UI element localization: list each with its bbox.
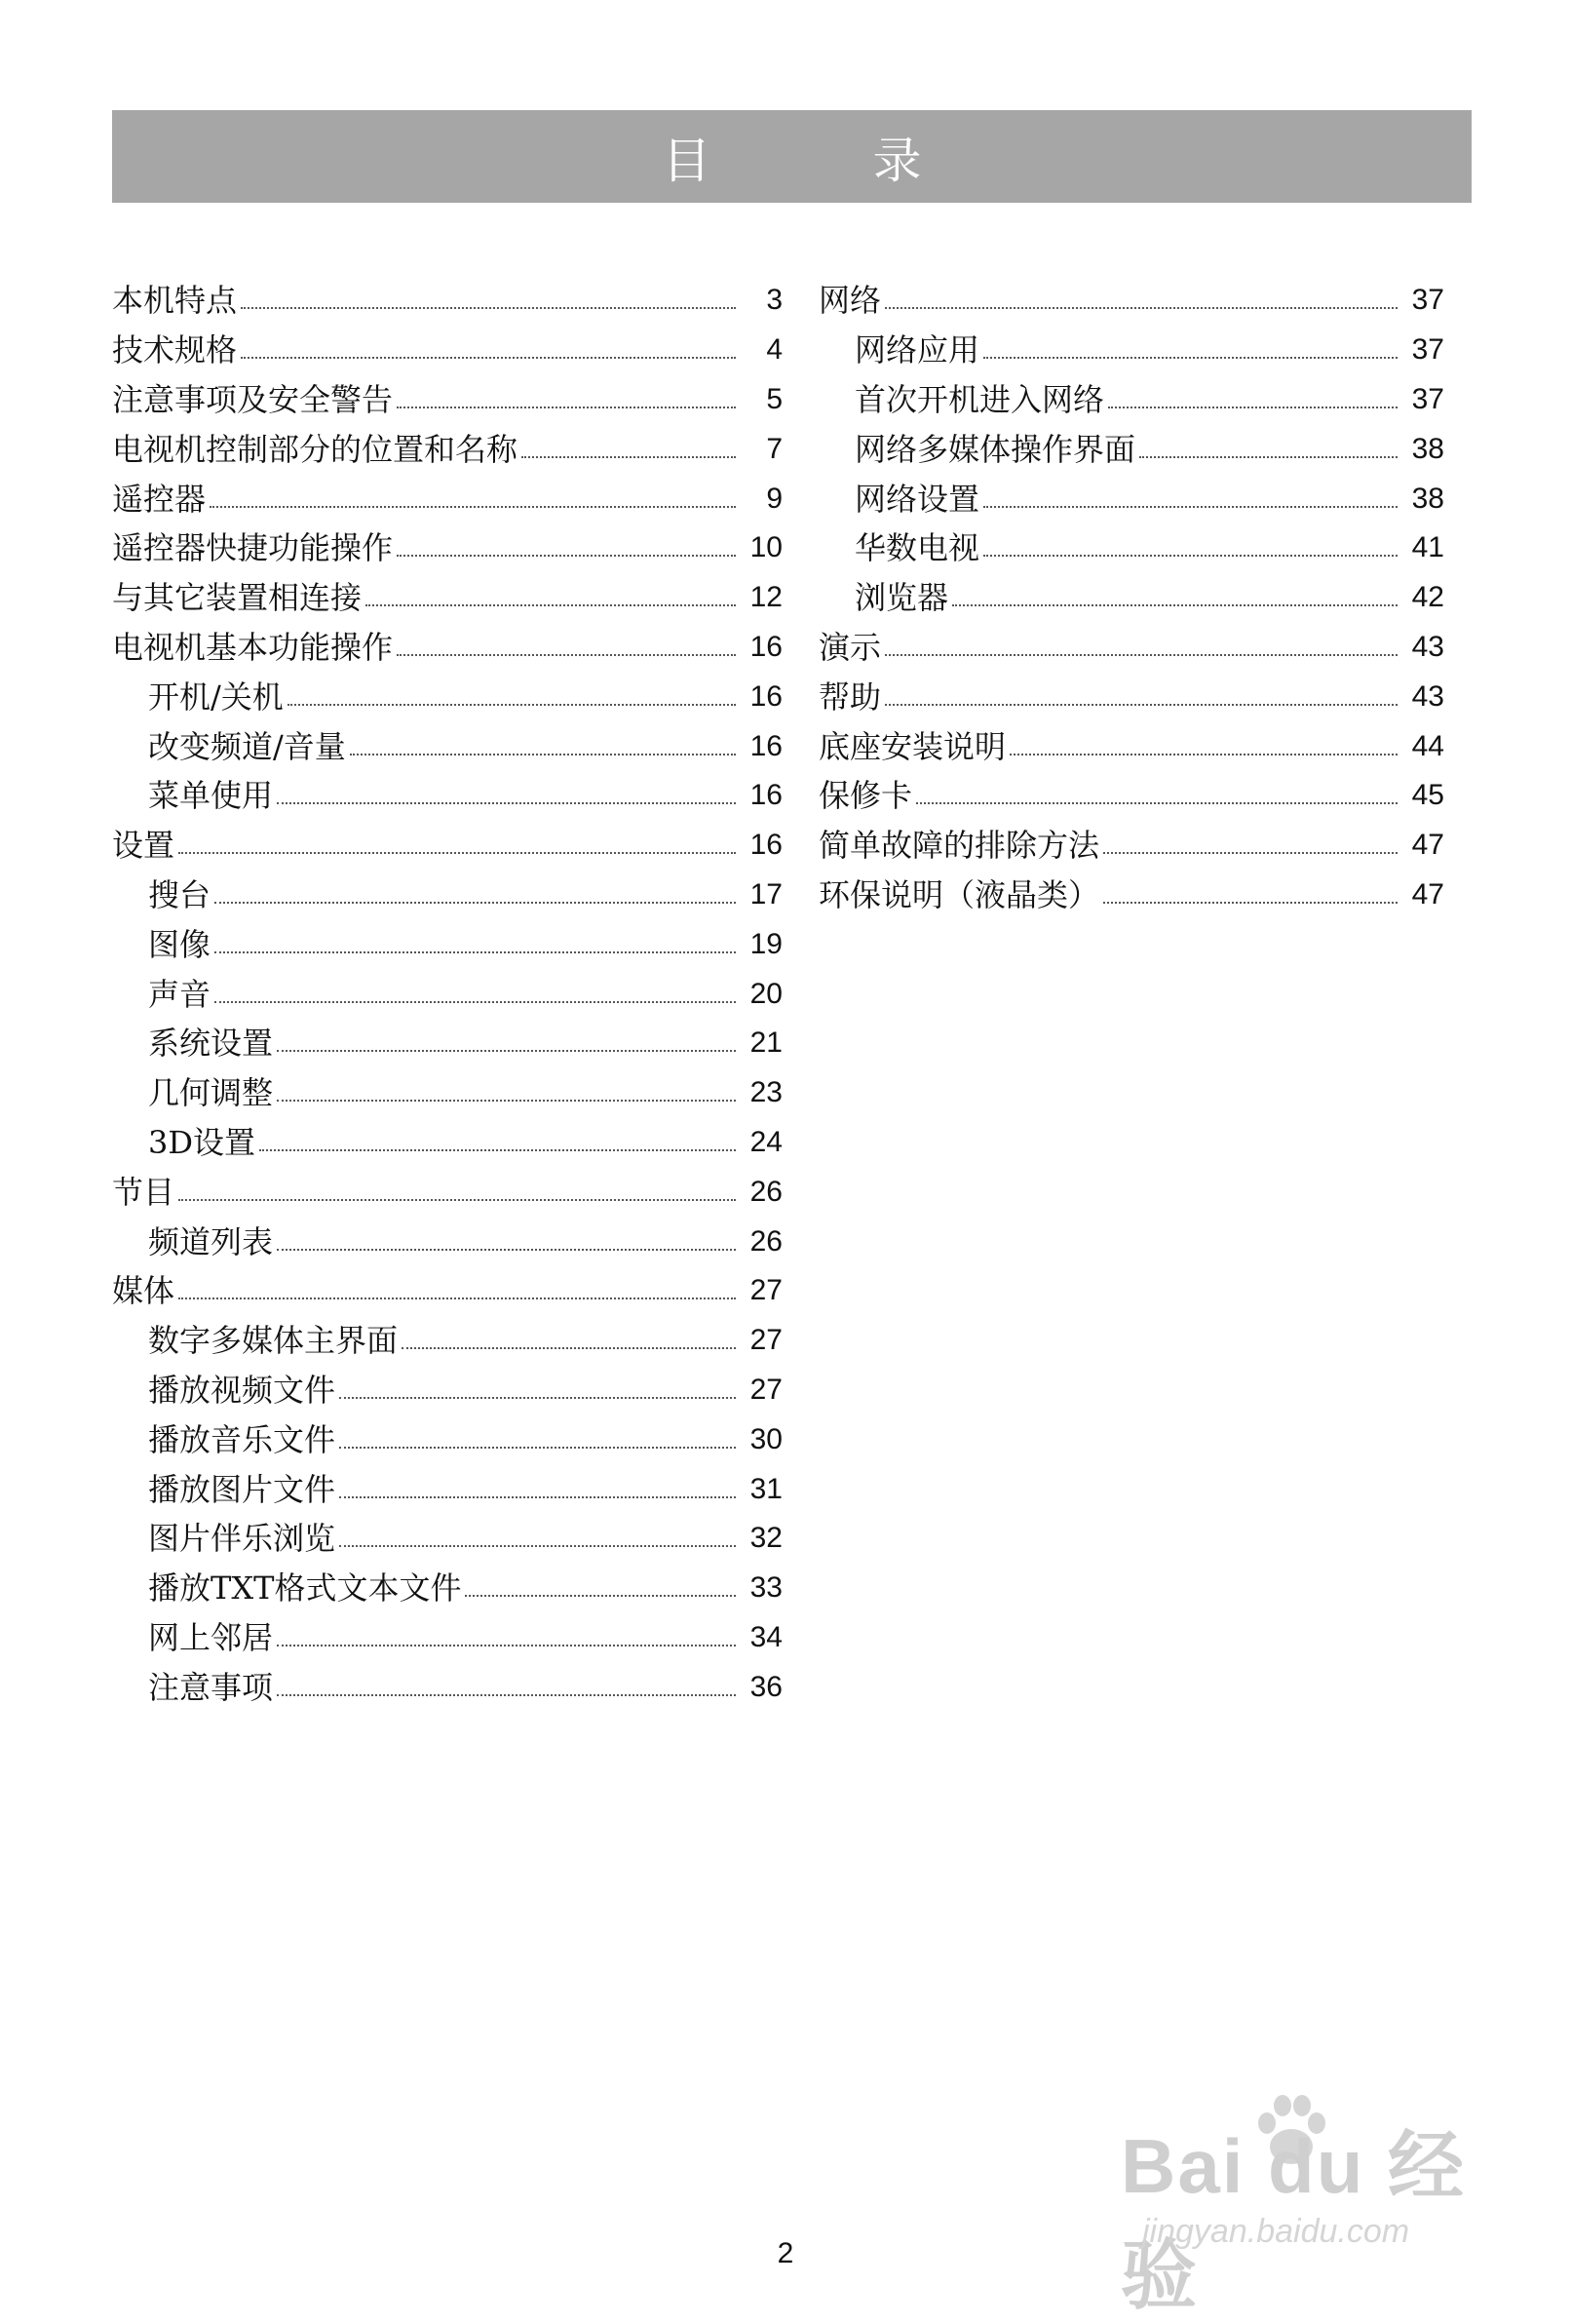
dotted-leader <box>885 307 1398 309</box>
toc-entry[interactable] <box>112 1514 783 1564</box>
toc-entry-page: 47 <box>1411 877 1444 910</box>
toc-entry[interactable] <box>112 821 783 871</box>
dotted-leader <box>277 1249 736 1251</box>
toc-entry-label: 电视机基本功能操作 <box>112 628 394 666</box>
toc-entry-page: 32 <box>749 1522 783 1555</box>
toc-right-column <box>819 276 1444 919</box>
toc-entry-label: 声音 <box>148 975 211 1013</box>
toc-entry-label: 演示 <box>819 628 882 666</box>
toc-entry[interactable] <box>112 1118 783 1168</box>
dotted-leader <box>277 802 736 804</box>
toc-entry-label: 改变频道/音量 <box>148 727 346 765</box>
toc-entry[interactable] <box>112 919 783 969</box>
toc-entry[interactable] <box>112 326 783 375</box>
toc-entry-page: 27 <box>749 1324 783 1357</box>
toc-entry-page: 41 <box>1411 531 1444 564</box>
toc-entry-page: 16 <box>749 779 783 812</box>
toc-entry-label: 环保说明（液晶类） <box>819 875 1100 913</box>
toc-entry[interactable] <box>112 721 783 771</box>
dotted-leader <box>952 604 1398 606</box>
dotted-leader <box>339 1397 736 1399</box>
toc-entry[interactable] <box>112 1414 783 1464</box>
toc-entry-page: 33 <box>749 1571 783 1605</box>
dotted-leader <box>983 555 1398 557</box>
toc-left-column <box>112 276 783 1712</box>
page-number: 2 <box>777 2237 794 2269</box>
dotted-leader <box>178 1199 736 1201</box>
toc-entry[interactable] <box>112 1068 783 1118</box>
toc-entry-label: 网络应用 <box>855 331 980 369</box>
toc-entry-page: 20 <box>749 977 783 1010</box>
toc-entry-page: 12 <box>749 581 783 614</box>
toc-entry-label: 搜台 <box>148 875 211 913</box>
toc-entry[interactable] <box>112 1613 783 1663</box>
baidu-watermark <box>1121 2086 1501 2318</box>
toc-entry-label: 节目 <box>112 1173 175 1211</box>
toc-entry-label: 底座安装说明 <box>819 727 1007 765</box>
watermark-url: jingyan.baidu.com <box>1142 2213 1410 2250</box>
dotted-leader <box>241 357 736 359</box>
toc-entry-label: 几何调整 <box>148 1074 274 1112</box>
dotted-leader <box>397 654 736 656</box>
dotted-leader <box>178 1298 736 1299</box>
dotted-leader <box>397 407 736 408</box>
toc-entry-label: 网络设置 <box>855 480 980 518</box>
dotted-leader <box>210 506 736 508</box>
toc-entry-page: 43 <box>1411 679 1444 713</box>
dotted-leader <box>259 1149 736 1151</box>
dotted-leader <box>885 654 1398 656</box>
dotted-leader <box>277 1100 736 1102</box>
toc-entry-page: 3 <box>766 284 783 317</box>
toc-entry[interactable] <box>819 672 1444 721</box>
toc-entry-page: 37 <box>1411 382 1444 415</box>
toc-entry-page: 17 <box>749 877 783 910</box>
dotted-leader <box>521 456 736 458</box>
toc-entry[interactable] <box>112 1316 783 1366</box>
toc-entry[interactable] <box>112 573 783 623</box>
dotted-leader <box>365 604 736 606</box>
toc-entry-label: 注意事项及安全警告 <box>112 380 394 418</box>
dotted-leader <box>339 1496 736 1498</box>
toc-entry-label: 遥控器 <box>112 480 207 518</box>
toc-entry-label: 数字多媒体主界面 <box>148 1322 399 1360</box>
dotted-leader <box>397 555 736 557</box>
toc-entry-page: 9 <box>766 482 783 515</box>
toc-entry-page: 5 <box>766 382 783 415</box>
toc-entry[interactable] <box>112 276 783 326</box>
toc-entry-label: 华数电视 <box>855 529 980 567</box>
toc-entry-label: 电视机控制部分的位置和名称 <box>112 430 518 468</box>
toc-entry-label: 遥控器快捷功能操作 <box>112 529 394 567</box>
toc-entry-page: 24 <box>749 1125 783 1158</box>
toc-entry[interactable] <box>819 326 1444 375</box>
dotted-leader <box>916 802 1398 804</box>
toc-entry-page: 23 <box>749 1076 783 1109</box>
watermark-logo-text: Bai du 经验 <box>1121 2123 1467 2318</box>
toc-entry-label: 技术规格 <box>112 331 238 369</box>
toc-entry-label: 保修卡 <box>819 777 913 815</box>
toc-entry[interactable] <box>112 871 783 920</box>
toc-entry-page: 16 <box>749 729 783 762</box>
dotted-leader <box>277 1694 736 1696</box>
toc-entry-label: 首次开机进入网络 <box>855 380 1105 418</box>
toc-entry[interactable] <box>112 771 783 821</box>
toc-entry-label: 图片伴乐浏览 <box>148 1520 336 1558</box>
toc-entry-page: 19 <box>749 927 783 960</box>
toc-entry[interactable] <box>819 523 1444 573</box>
dotted-leader <box>1139 456 1398 458</box>
dotted-leader <box>214 902 736 904</box>
toc-entry-label: 频道列表 <box>148 1222 274 1260</box>
toc-entry[interactable] <box>819 771 1444 821</box>
dotted-leader <box>178 852 736 854</box>
toc-entry-label: 与其它装置相连接 <box>112 579 363 617</box>
toc-entry-label: 本机特点 <box>112 282 238 320</box>
toc-entry-page: 47 <box>1411 829 1444 862</box>
toc-entry-page: 45 <box>1411 779 1444 812</box>
toc-entry-page: 16 <box>749 829 783 862</box>
dotted-leader <box>241 307 736 309</box>
toc-entry[interactable] <box>819 375 1444 425</box>
toc-entry-page: 38 <box>1411 482 1444 515</box>
dotted-leader <box>885 704 1398 706</box>
dotted-leader <box>339 1447 736 1449</box>
toc-entry-label: 播放音乐文件 <box>148 1420 336 1458</box>
toc-entry-label: 网络多媒体操作界面 <box>855 430 1136 468</box>
toc-entry[interactable] <box>819 721 1444 771</box>
toc-entry-page: 27 <box>749 1274 783 1307</box>
toc-entry-label: 菜单使用 <box>148 777 274 815</box>
dotted-leader <box>983 506 1398 508</box>
toc-entry[interactable] <box>112 1662 783 1712</box>
dotted-leader <box>1103 902 1398 904</box>
toc-entry-page: 4 <box>766 333 783 367</box>
toc-entry-label: 网上邻居 <box>148 1618 274 1656</box>
dotted-leader <box>214 951 736 953</box>
toc-entry[interactable] <box>112 1019 783 1068</box>
toc-entry-label: 播放TXT格式文本文件 <box>148 1569 462 1607</box>
toc-entry[interactable] <box>819 276 1444 326</box>
toc-entry-label: 开机/关机 <box>148 678 284 716</box>
toc-entry[interactable] <box>112 474 783 523</box>
toc-entry[interactable] <box>819 474 1444 523</box>
toc-entry-label: 播放图片文件 <box>148 1470 336 1508</box>
toc-title-bar <box>112 110 1472 203</box>
toc-entry-page: 34 <box>749 1620 783 1653</box>
dotted-leader <box>277 1050 736 1052</box>
toc-entry[interactable] <box>112 523 783 573</box>
toc-entry[interactable] <box>112 1366 783 1415</box>
dotted-leader <box>402 1347 736 1349</box>
toc-entry-page: 27 <box>749 1373 783 1406</box>
toc-entry-label: 图像 <box>148 925 211 963</box>
dotted-leader <box>1103 852 1398 854</box>
dotted-leader <box>277 1645 736 1646</box>
dotted-leader <box>214 1001 736 1003</box>
toc-entry-label: 3D设置 <box>148 1123 256 1161</box>
toc-entry-page: 43 <box>1411 630 1444 663</box>
dotted-leader <box>350 754 736 755</box>
toc-entry-page: 7 <box>766 432 783 465</box>
dotted-leader <box>339 1545 736 1547</box>
toc-title: 目 录 <box>662 132 995 189</box>
dotted-leader <box>1010 754 1398 755</box>
toc-entry-page: 16 <box>749 679 783 713</box>
toc-entry-page: 26 <box>749 1224 783 1258</box>
dotted-leader <box>287 704 736 706</box>
dotted-leader <box>983 357 1398 359</box>
toc-entry-page: 16 <box>749 630 783 663</box>
toc-entry-page: 10 <box>749 531 783 564</box>
dotted-leader <box>465 1595 736 1597</box>
toc-entry-page: 36 <box>749 1670 783 1703</box>
toc-entry[interactable] <box>112 1464 783 1514</box>
toc-entry-label: 网络 <box>819 282 882 320</box>
dotted-leader <box>1108 407 1398 408</box>
toc-entry[interactable] <box>819 871 1444 920</box>
toc-entry[interactable] <box>112 1266 783 1316</box>
toc-entry[interactable] <box>112 623 783 673</box>
toc-entry-page: 38 <box>1411 432 1444 465</box>
toc-entry-label: 播放视频文件 <box>148 1371 336 1409</box>
toc-entry-label: 系统设置 <box>148 1025 274 1063</box>
toc-entry[interactable] <box>112 1217 783 1266</box>
toc-entry-page: 31 <box>749 1472 783 1505</box>
toc-entry-label: 浏览器 <box>855 579 949 617</box>
toc-entry[interactable] <box>819 424 1444 474</box>
toc-entry[interactable] <box>819 573 1444 623</box>
toc-entry[interactable] <box>112 969 783 1019</box>
toc-entry-page: 26 <box>749 1175 783 1208</box>
toc-entry[interactable] <box>112 1564 783 1613</box>
toc-entry[interactable] <box>112 375 783 425</box>
toc-entry[interactable] <box>112 1167 783 1217</box>
toc-entry-page: 30 <box>749 1422 783 1455</box>
toc-entry-label: 媒体 <box>112 1272 175 1310</box>
toc-entry-page: 44 <box>1411 729 1444 762</box>
toc-entry-label: 注意事项 <box>148 1668 274 1706</box>
toc-entry-page: 42 <box>1411 581 1444 614</box>
toc-entry-label: 帮助 <box>819 678 882 716</box>
toc-entry-page: 37 <box>1411 333 1444 367</box>
toc-entry[interactable] <box>819 821 1444 871</box>
toc-entry-label: 设置 <box>112 827 175 865</box>
toc-entry-page: 21 <box>749 1026 783 1060</box>
toc-entry[interactable] <box>112 672 783 721</box>
toc-entry[interactable] <box>819 623 1444 673</box>
toc-entry[interactable] <box>112 424 783 474</box>
toc-entry-label: 简单故障的排除方法 <box>819 827 1100 865</box>
toc-entry-page: 37 <box>1411 284 1444 317</box>
